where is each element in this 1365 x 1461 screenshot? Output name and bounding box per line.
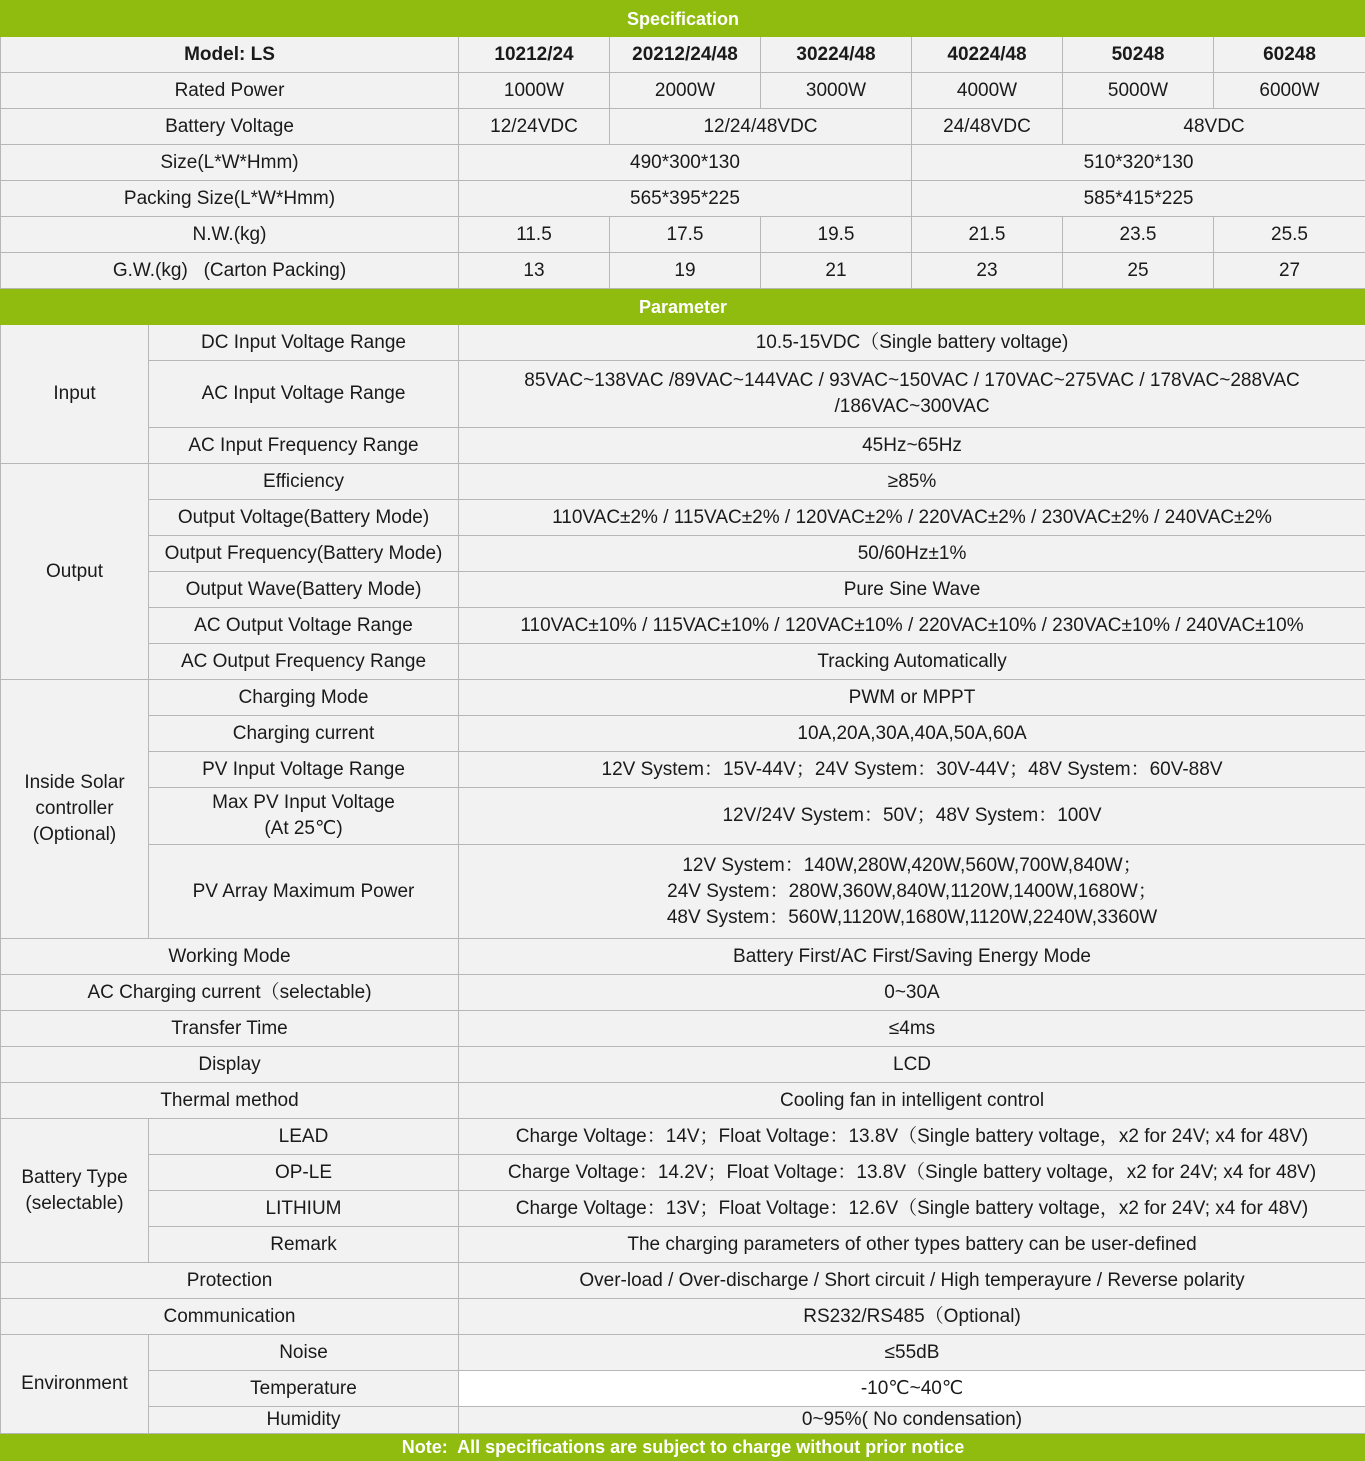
gross-weight-row bbox=[1, 253, 1365, 289]
thermal-row bbox=[1, 1083, 1365, 1119]
parameter-banner: Parameter bbox=[1, 289, 1365, 325]
charging-mode-label: Charging Mode bbox=[149, 680, 459, 716]
ac-output-voltage-row bbox=[1, 608, 1365, 644]
rated-power-row bbox=[1, 73, 1365, 109]
temperature-label: Temperature bbox=[149, 1371, 459, 1407]
pv-input-value: 12V System：15V-44V；24V System：30V-44V；48V System：60V-88V bbox=[459, 752, 1365, 788]
ac-input-row bbox=[1, 361, 1365, 428]
efficiency-label: Efficiency bbox=[149, 464, 459, 500]
packing-size-cell: 565*395*225 bbox=[459, 181, 912, 217]
output-wave-row bbox=[1, 572, 1365, 608]
output-group-label: Output bbox=[1, 464, 149, 680]
lithium-value: Charge Voltage：13V；Float Voltage：12.6V（Single battery voltage，x2 for 24V; x4 for 48V) bbox=[459, 1191, 1365, 1227]
battery-group-line: (selectable) bbox=[25, 1192, 124, 1214]
transfer-time-value: ≤4ms bbox=[459, 1011, 1365, 1047]
output-wave-value: Pure Sine Wave bbox=[459, 572, 1365, 608]
humidity-label: Humidity bbox=[149, 1407, 459, 1434]
efficiency-row bbox=[1, 464, 1365, 500]
parameter-banner-row bbox=[1, 289, 1365, 325]
specification-banner-row bbox=[1, 1, 1365, 37]
ac-charging-label: AC Charging current（selectable) bbox=[1, 975, 459, 1011]
ople-row bbox=[1, 1155, 1365, 1191]
output-voltage-label: Output Voltage(Battery Mode) bbox=[149, 500, 459, 536]
rated-power-cell: 3000W bbox=[761, 73, 912, 109]
charging-mode-value: PWM or MPPT bbox=[459, 680, 1365, 716]
protection-row bbox=[1, 1263, 1365, 1299]
display-label: Display bbox=[1, 1047, 459, 1083]
solar-group-line: (Optional) bbox=[32, 824, 117, 845]
net-weight-cell: 21.5 bbox=[912, 217, 1063, 253]
solar-controller-group-label bbox=[1, 680, 149, 939]
ac-input-frequency-value: 45Hz~65Hz bbox=[459, 428, 1365, 464]
ac-charging-value: 0~30A bbox=[459, 975, 1365, 1011]
transfer-time-row bbox=[1, 1011, 1365, 1047]
temperature-value: -10℃~40℃ bbox=[459, 1371, 1365, 1407]
lead-value: Charge Voltage：14V；Float Voltage：13.8V（Single battery voltage，x2 for 24V; x4 for 48V) bbox=[459, 1119, 1365, 1155]
net-weight-cell: 17.5 bbox=[610, 217, 761, 253]
humidity-value: 0~95%( No condensation) bbox=[459, 1407, 1365, 1434]
lithium-row bbox=[1, 1191, 1365, 1227]
model-label: Model: LS bbox=[1, 37, 459, 73]
footer-note-row bbox=[1, 1434, 1365, 1461]
ac-input-value-line: 85VAC~138VAC /89VAC~144VAC / 93VAC~150VAC / 170VAC~275VAC / 178VAC~288VAC bbox=[524, 370, 1300, 391]
gross-weight-cell: 27 bbox=[1214, 253, 1365, 289]
net-weight-row bbox=[1, 217, 1365, 253]
pv-input-row bbox=[1, 752, 1365, 788]
battery-voltage-cell: 24/48VDC bbox=[912, 109, 1063, 145]
battery-voltage-cell: 48VDC bbox=[1063, 109, 1365, 145]
battery-voltage-cell: 12/24/48VDC bbox=[610, 109, 912, 145]
size-cell: 490*300*130 bbox=[459, 145, 912, 181]
model-cell: 10212/24 bbox=[459, 37, 610, 73]
temperature-row bbox=[1, 1371, 1365, 1407]
ac-output-frequency-label: AC Output Frequency Range bbox=[149, 644, 459, 680]
net-weight-cell: 11.5 bbox=[459, 217, 610, 253]
charging-current-value: 10A,20A,30A,40A,50A,60A bbox=[459, 716, 1365, 752]
packing-size-row bbox=[1, 181, 1365, 217]
thermal-value: Cooling fan in intelligent control bbox=[459, 1083, 1365, 1119]
battery-group-line: Battery Type bbox=[21, 1166, 128, 1188]
packing-size-label: Packing Size(L*W*Hmm) bbox=[1, 181, 459, 217]
net-weight-cell: 23.5 bbox=[1063, 217, 1214, 253]
model-cell: 50248 bbox=[1063, 37, 1214, 73]
output-wave-label: Output Wave(Battery Mode) bbox=[149, 572, 459, 608]
rated-power-cell: 6000W bbox=[1214, 73, 1365, 109]
charging-current-row bbox=[1, 716, 1365, 752]
max-pv-input-label bbox=[149, 788, 459, 845]
pv-array-value bbox=[459, 845, 1365, 939]
max-pv-input-value: 12V/24V System：50V；48V System：100V bbox=[459, 788, 1365, 845]
noise-row bbox=[1, 1335, 1365, 1371]
output-frequency-label: Output Frequency(Battery Mode) bbox=[149, 536, 459, 572]
max-pv-label-line: Max PV Input Voltage bbox=[212, 792, 395, 813]
dc-input-label: DC Input Voltage Range bbox=[149, 325, 459, 361]
size-row bbox=[1, 145, 1365, 181]
ac-output-frequency-value: Tracking Automatically bbox=[459, 644, 1365, 680]
gross-weight-cell: 21 bbox=[761, 253, 912, 289]
dc-input-value: 10.5-15VDC（Single battery voltage) bbox=[459, 325, 1365, 361]
rated-power-cell: 1000W bbox=[459, 73, 610, 109]
remark-value: The charging parameters of other types battery can be user-defined bbox=[459, 1227, 1365, 1263]
working-mode-label: Working Mode bbox=[1, 939, 459, 975]
ac-output-frequency-row bbox=[1, 644, 1365, 680]
ac-input-value bbox=[459, 361, 1365, 428]
battery-voltage-row bbox=[1, 109, 1365, 145]
model-row bbox=[1, 37, 1365, 73]
pv-array-line: 12V System：140W,280W,420W,560W,700W,840W； bbox=[682, 854, 1142, 876]
output-voltage-value: 110VAC±2% / 115VAC±2% / 120VAC±2% / 220VAC±2% / 230VAC±2% / 240VAC±2% bbox=[459, 500, 1365, 536]
lithium-label: LITHIUM bbox=[149, 1191, 459, 1227]
ac-output-voltage-value: 110VAC±10% / 115VAC±10% / 120VAC±10% / 220VAC±10% / 230VAC±10% / 240VAC±10% bbox=[459, 608, 1365, 644]
output-voltage-row bbox=[1, 500, 1365, 536]
remark-row bbox=[1, 1227, 1365, 1263]
model-cell: 40224/48 bbox=[912, 37, 1063, 73]
model-cell: 20212/24/48 bbox=[610, 37, 761, 73]
specification-banner: Specification bbox=[1, 1, 1365, 37]
pv-array-line: 24V System：280W,360W,840W,1120W,1400W,1680W； bbox=[667, 880, 1157, 902]
efficiency-value: ≥85% bbox=[459, 464, 1365, 500]
solar-group-line: Inside Solar bbox=[24, 772, 125, 793]
pv-array-line: 48V System：560W,1120W,1680W,1120W,2240W,3360W bbox=[666, 906, 1158, 928]
noise-label: Noise bbox=[149, 1335, 459, 1371]
max-pv-label-line: (At 25℃) bbox=[264, 818, 343, 839]
communication-label: Communication bbox=[1, 1299, 459, 1335]
battery-type-group-label bbox=[1, 1119, 149, 1263]
battery-voltage-cell: 12/24VDC bbox=[459, 109, 610, 145]
rated-power-cell: 5000W bbox=[1063, 73, 1214, 109]
rated-power-cell: 2000W bbox=[610, 73, 761, 109]
gross-weight-cell: 25 bbox=[1063, 253, 1214, 289]
ac-input-frequency-row bbox=[1, 428, 1365, 464]
gross-weight-cell: 13 bbox=[459, 253, 610, 289]
humidity-row bbox=[1, 1407, 1365, 1434]
ac-input-frequency-label: AC Input Frequency Range bbox=[149, 428, 459, 464]
gross-weight-cell: 23 bbox=[912, 253, 1063, 289]
ac-output-voltage-label: AC Output Voltage Range bbox=[149, 608, 459, 644]
ac-charging-row bbox=[1, 975, 1365, 1011]
environment-group-label: Environment bbox=[1, 1335, 149, 1434]
remark-label: Remark bbox=[149, 1227, 459, 1263]
protection-value: Over-load / Over-discharge / Short circuit / High temperayure / Reverse polarity bbox=[459, 1263, 1365, 1299]
dc-input-row bbox=[1, 325, 1365, 361]
size-label: Size(L*W*Hmm) bbox=[1, 145, 459, 181]
footer-note: Note: All specifications are subject to charge without prior notice bbox=[1, 1434, 1365, 1461]
rated-power-label: Rated Power bbox=[1, 73, 459, 109]
communication-row bbox=[1, 1299, 1365, 1335]
working-mode-value: Battery First/AC First/Saving Energy Mode bbox=[459, 939, 1365, 975]
rated-power-cell: 4000W bbox=[912, 73, 1063, 109]
battery-voltage-label: Battery Voltage bbox=[1, 109, 459, 145]
output-frequency-row bbox=[1, 536, 1365, 572]
communication-value: RS232/RS485（Optional) bbox=[459, 1299, 1365, 1335]
transfer-time-label: Transfer Time bbox=[1, 1011, 459, 1047]
working-mode-row bbox=[1, 939, 1365, 975]
model-cell: 60248 bbox=[1214, 37, 1365, 73]
model-cell: 30224/48 bbox=[761, 37, 912, 73]
net-weight-cell: 25.5 bbox=[1214, 217, 1365, 253]
pv-array-row bbox=[1, 845, 1365, 939]
solar-group-line: controller bbox=[35, 798, 114, 819]
display-row bbox=[1, 1047, 1365, 1083]
protection-label: Protection bbox=[1, 1263, 459, 1299]
lead-row bbox=[1, 1119, 1365, 1155]
packing-size-cell: 585*415*225 bbox=[912, 181, 1365, 217]
display-value: LCD bbox=[459, 1047, 1365, 1083]
ople-label: OP-LE bbox=[149, 1155, 459, 1191]
lead-label: LEAD bbox=[149, 1119, 459, 1155]
output-frequency-value: 50/60Hz±1% bbox=[459, 536, 1365, 572]
thermal-label: Thermal method bbox=[1, 1083, 459, 1119]
net-weight-label: N.W.(kg) bbox=[1, 217, 459, 253]
pv-array-label: PV Array Maximum Power bbox=[149, 845, 459, 939]
pv-input-label: PV Input Voltage Range bbox=[149, 752, 459, 788]
max-pv-input-row bbox=[1, 788, 1365, 845]
size-cell: 510*320*130 bbox=[912, 145, 1365, 181]
noise-value: ≤55dB bbox=[459, 1335, 1365, 1371]
net-weight-cell: 19.5 bbox=[761, 217, 912, 253]
ac-input-label: AC Input Voltage Range bbox=[149, 361, 459, 428]
ac-input-value-line: /186VAC~300VAC bbox=[834, 396, 990, 417]
input-group-label: Input bbox=[1, 325, 149, 464]
gross-weight-cell: 19 bbox=[610, 253, 761, 289]
charging-current-label: Charging current bbox=[149, 716, 459, 752]
ople-value: Charge Voltage：14.2V；Float Voltage：13.8V（Single battery voltage，x2 for 24V; x4 for 48V) bbox=[459, 1155, 1365, 1191]
gross-weight-label: G.W.(kg) (Carton Packing) bbox=[1, 253, 459, 289]
charging-mode-row bbox=[1, 680, 1365, 716]
